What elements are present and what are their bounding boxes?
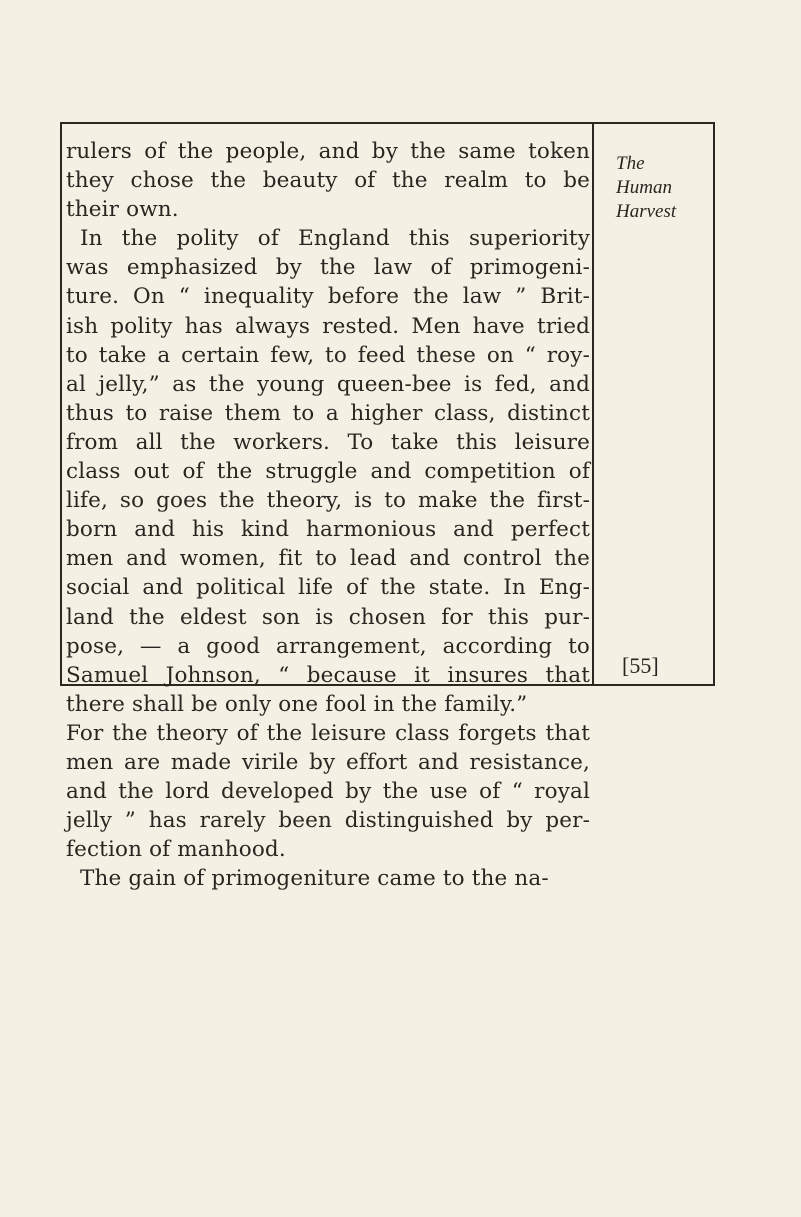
body-line: social and political life of the state. In Eng- (66, 575, 590, 601)
body-line: class out of the struggle and competition of (66, 459, 590, 485)
running-head-line: Harvest (616, 201, 677, 222)
body-line: they chose the beauty of the realm to be (66, 168, 590, 194)
body-line: men are made virile by effort and resistance, (66, 749, 590, 775)
page-number: [55] (622, 653, 659, 678)
body-line: men and women, fit to lead and control the (66, 546, 590, 572)
body-line: In the polity of England this superiority (80, 226, 590, 252)
body-line: al jelly,” as the young queen-bee is fed, and (66, 371, 590, 397)
running-head-line: The (616, 153, 645, 174)
body-line: ish polity has always rested. Men have tried (66, 313, 590, 339)
body-line: born and his kind harmonious and perfect (66, 517, 590, 543)
body-line: rulers of the people, and by the same token (66, 139, 590, 164)
body-line: jelly ” has rarely been distinguished by per- (66, 808, 590, 834)
body-line: fection of manhood. (66, 837, 286, 863)
body-line: life, so goes the theory, is to make the first- (66, 488, 590, 514)
body-line: thus to raise them to a higher class, distinct (66, 400, 590, 426)
body-line: their own. (66, 197, 179, 223)
body-line: and the lord developed by the use of “ royal (66, 779, 590, 805)
body-line: Samuel Johnson, “ because it insures that (66, 662, 590, 688)
body-line: there shall be only one fool in the family.” (66, 691, 528, 717)
body-line: was emphasized by the law of primogeni- (66, 255, 590, 281)
running-head-line: Human (616, 177, 672, 198)
body-text (66, 137, 590, 893)
body-line: For the theory of the leisure class forgets that (66, 720, 590, 746)
body-line: ture. On “ inequality before the law ” Brit- (66, 284, 590, 310)
body-line: land the eldest son is chosen for this pur- (66, 604, 590, 630)
body-line: to take a certain few, to feed these on “ roy- (66, 342, 590, 368)
body-line: from all the workers. To take this leisure (66, 429, 590, 455)
running-head (616, 152, 716, 224)
body-line: The gain of primogeniture came to the na- (80, 866, 549, 892)
body-line: pose, — a good arrangement, according to (66, 633, 590, 659)
